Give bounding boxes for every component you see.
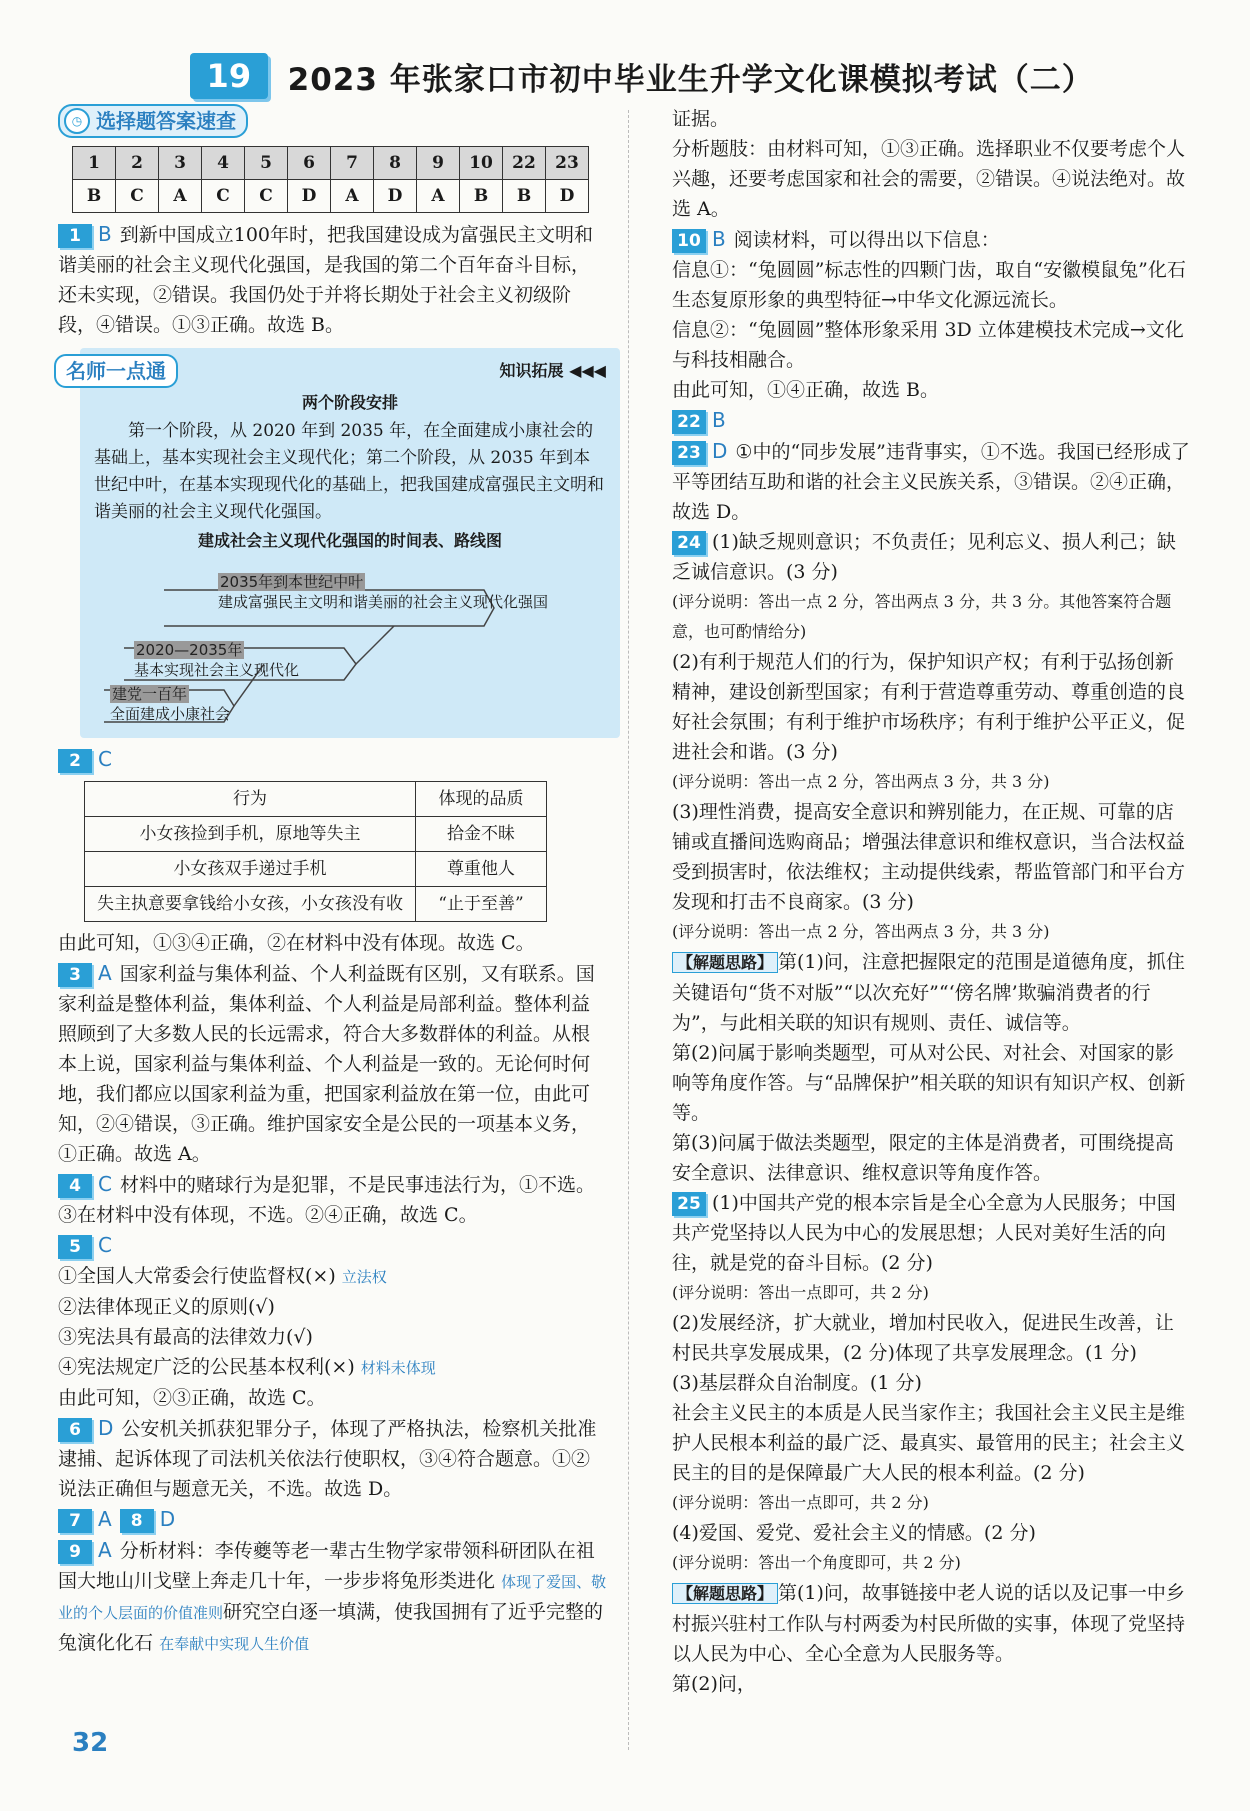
knowledge-extension-label: 知识拓展 ◀◀◀ (499, 361, 606, 380)
answer-value: D (374, 180, 417, 213)
right-column (672, 104, 1192, 1699)
behavior-table: 行为 体现的品质 小女孩捡到手机，原地等失主 拾金不昧 小女孩双手递过手机 尊重他人 失主执意要拿钱给小女孩，小女孩没有收 “止于至善” (84, 781, 547, 922)
q25-eval-3: (评分说明：答出一点即可，共 2 分) (672, 1493, 929, 1512)
q25-part-4: (4)爱国、爱党、爱社会主义的情感。(2 分) (672, 1522, 1036, 1544)
q25-eval-1: (评分说明：答出一点即可，共 2 分) (672, 1283, 929, 1302)
page-header (190, 48, 1094, 104)
answer-value: B (503, 180, 546, 213)
question-2: 2 C (58, 744, 608, 775)
answer-number: 6 (288, 147, 331, 180)
answer-value: C (202, 180, 245, 213)
tip-text: 第一个阶段，从 2020 年到 2035 年，在全面建成小康社会的基础上，基本实现社会主义现代化；第二个阶段，从 2035 年到本世纪中叶，在基本实现现代化的基础上，把我国建成富强民主文明和谐美丽的社会主义现代化强国。 (94, 421, 604, 522)
question-23: 23 D ①中的“同步发展”违背事实，①不选。我国已经形成了平等团结互助和谐的社会主义民族关系，③错误。②④正确，故选 D。 (672, 439, 1190, 523)
question-7-8: 7 A 8 D (58, 1504, 608, 1535)
q24-solution-3: 第(3)问属于做法类题型，限定的主体是消费者，可围绕提高安全意识、法律意识、维权意识等角度作答。 (672, 1132, 1174, 1184)
q5-option-4: ④宪法规定广泛的公民基本权利(×) 材料未体现 (58, 1356, 436, 1378)
answer-number: 3 (159, 147, 202, 180)
answer-number: 5 (245, 147, 288, 180)
q24-eval-2: (评分说明：答出一点 2 分，答出两点 3 分，共 3 分) (672, 772, 1050, 791)
quick-answer-title: ◷ 选择题答案速查 (58, 104, 248, 138)
roadmap-title: 建成社会主义现代化强国的时间表、路线图 (197, 531, 502, 550)
question-2-conclusion: 由此可知，①③④正确，②在材料中没有体现。故选 C。 (58, 932, 535, 954)
exam-title: 2023 年张家口市初中毕业生升学文化课模拟考试（二） (287, 61, 1094, 98)
answer-value: B (73, 180, 116, 213)
question-24: 24 (1)缺乏规则意识；不负责任；见利忘义、损人利己；缺乏诚信意识。(3 分) (672, 531, 1176, 583)
q24-part-3: (3)理性消费，提高安全意识和辨别能力，在正规、可靠的店铺或直播间选购商品；增强法律意识和维权意识，当合法权益受到损害时，依法维权；主动提供线索，帮监管部门和平台方发现和打击不良商家。(3 分) (672, 801, 1186, 913)
answer-value: B (460, 180, 503, 213)
answer-number: 9 (417, 147, 460, 180)
stage-1: 建党一百年 全面建成小康社会 (110, 685, 231, 723)
question-5: 5 C (58, 1230, 608, 1261)
q9-analysis: 分析题肢：由材料可知，①③正确。选择职业不仅要考虑个人兴趣，还要考虑国家和社会的需要，②错误。④说法绝对。故选 A。 (672, 138, 1186, 220)
q9-continuation: 证据。 (672, 108, 730, 130)
q25-part-3: (3)基层群众自治制度。(1 分) (672, 1372, 922, 1394)
q24-eval-3: (评分说明：答出一点 2 分，答出两点 3 分，共 3 分) (672, 922, 1050, 941)
teacher-tip-badge: 名师一点通 (54, 354, 178, 388)
answer-number: 7 (331, 147, 374, 180)
question-3: 3 A 国家利益与集体利益、个人利益既有区别，又有联系。国家利益是整体利益，集体利益、个人利益是局部利益。整体利益照顾到了大多数人民的长远需求，符合大多数群体的利益。从根本上说，国家利益与集体利益、个人利益是一致的。无论何时何地，我们都应以国家利益为重，把国家利益放在第一位，由此可知，②④错误，③正确。维护国家安全是公民的一项基本义务，①正确。故选 A。 (58, 961, 595, 1165)
q5-option-3: ③宪法具有最高的法律效力(√) (58, 1326, 313, 1348)
q5-option-1: ①全国人大常委会行使监督权(×) 立法权 (58, 1265, 387, 1287)
q24-part-2: (2)有利于规范人们的行为，保护知识产权；有利于弘扬创新精神，建设创新型国家；有利于营造尊重劳动、尊重创造的良好社会氛围；有利于维护市场秩序；有利于维护公平正义，促进社会和谐。(3 分) (672, 651, 1186, 763)
answer-number: 23 (546, 147, 589, 180)
answer-value: D (288, 180, 331, 213)
answer-value: A (331, 180, 374, 213)
q25-eval-4: (评分说明：答出一个角度即可，共 2 分) (672, 1553, 961, 1572)
teacher-tip-box (66, 348, 620, 738)
column-divider (628, 110, 629, 1750)
answer-value: C (245, 180, 288, 213)
answer-number: 4 (202, 147, 245, 180)
question-1: 1 B 到新中国成立100年时，把我国建设成为富强民主文明和谐美丽的社会主义现代化强国，是我国的第二个百年奋斗目标，还未实现，②错误。我国仍处于并将长期处于社会主义初级阶段，④错误。①③正确。故选 B。 (58, 222, 594, 336)
q10-conclusion: 由此可知，①④正确，故选 B。 (672, 379, 940, 401)
question-6: 6 D 公安机关抓获犯罪分子，体现了严格执法，检察机关批准逮捕、起诉体现了司法机关依法行使职权，③④符合题意。①②说法正确但与题意无关，不选。故选 D。 (58, 1416, 597, 1500)
exam-number-badge: 19 (190, 53, 268, 99)
q25-part-2: (2)发展经济，扩大就业，增加村民收入，促进民生改善，让村民共享发展成果，(2 分)体现了共享发展理念。(1 分) (672, 1312, 1174, 1364)
q25-solution-1: 【解题思路】 第(1)问，故事链接中老人说的话以及记事一中乡村振兴驻村工作队与村两委为村民所做的实事，体现了党坚持以人民为中心、全心全意为人民服务等。 (672, 1582, 1186, 1665)
page-number: 32 (72, 1728, 109, 1758)
answer-value: D (546, 180, 589, 213)
q24-solution-2: 第(2)问属于影响类题型，可从对公民、对社会、对国家的影响等角度作答。与“品牌保护”相关联的知识有知识产权、创新等。 (672, 1042, 1186, 1124)
tip-subtitle: 两个阶段安排 (301, 393, 398, 412)
q25-solution-2: 第(2)问， (672, 1673, 756, 1695)
answer-value: C (116, 180, 159, 213)
answer-number: 8 (374, 147, 417, 180)
question-9: 9 A 分析材料：李传夔等老一辈古生物学家带领科研团队在祖国大地山川戈壁上奔走几十年，一步步将兔形类进化 体现了爱国、敬业的个人层面的价值准则研究空白逐一填满，使我国拥有了近乎完整的兔演化化石 在奉献中实现人生价值 (58, 1538, 607, 1654)
answer-number: 10 (460, 147, 503, 180)
answer-number: 1 (73, 147, 116, 180)
q10-info-2: 信息②：“兔圆圆”整体形象采用 3D 立体建模技术完成→文化与科技相融合。 (672, 319, 1184, 371)
answer-number: 22 (503, 147, 546, 180)
q5-option-2: ②法律体现正义的原则(√) (58, 1296, 275, 1318)
q5-conclusion: 由此可知，②③正确，故选 C。 (58, 1387, 326, 1409)
clock-icon: ◷ (64, 108, 90, 134)
left-column (58, 104, 608, 1659)
roadmap-diagram (94, 560, 606, 728)
q10-info-1: 信息①：“兔圆圆”标志性的四颗门齿，取自“安徽模鼠兔”化石生态复原形象的典型特征→中华文化源远流长。 (672, 259, 1186, 311)
question-4: 4 C 材料中的赌球行为是犯罪，不是民事违法行为，①不选。③在材料中没有体现，不选。②④正确，故选 C。 (58, 1172, 595, 1226)
question-10: 10 B 阅读材料，可以得出以下信息： (672, 224, 1192, 255)
q24-solution-1: 【解题思路】 第(1)问，注意把握限定的范围是道德角度，抓住关键语句“货不对版”“以次充好”“‘傍名牌’欺骗消费者的行为”，与此相关联的知识有规则、责任、诚信等。 (672, 951, 1185, 1034)
answer-value: A (417, 180, 460, 213)
stage-2: 2020—2035年 基本实现社会主义现代化 (134, 641, 300, 679)
question-25: 25 (1)中国共产党的根本宗旨是全心全意为人民服务；中国共产党坚持以人民为中心的发展思想；人民对美好生活的向往，就是党的奋斗目标。(2 分) (672, 1192, 1176, 1274)
stage-3: 2035年到本世纪中叶 建成富强民主文明和谐美丽的社会主义现代化强国 (218, 573, 549, 611)
answer-value: A (159, 180, 202, 213)
question-22: 22 B (672, 405, 1192, 436)
answer-number: 2 (116, 147, 159, 180)
q25-part-3b: 社会主义民主的本质是人民当家作主；我国社会主义民主是维护人民根本利益的最广泛、最真实、最管用的民主；社会主义民主的目的是保障最广大人民的根本利益。(2 分) (672, 1402, 1186, 1484)
answer-table (72, 146, 589, 213)
q24-eval-1: (评分说明：答出一点 2 分，答出两点 3 分，共 3 分。其他答案符合题意，也可酌情给分) (672, 592, 1172, 641)
